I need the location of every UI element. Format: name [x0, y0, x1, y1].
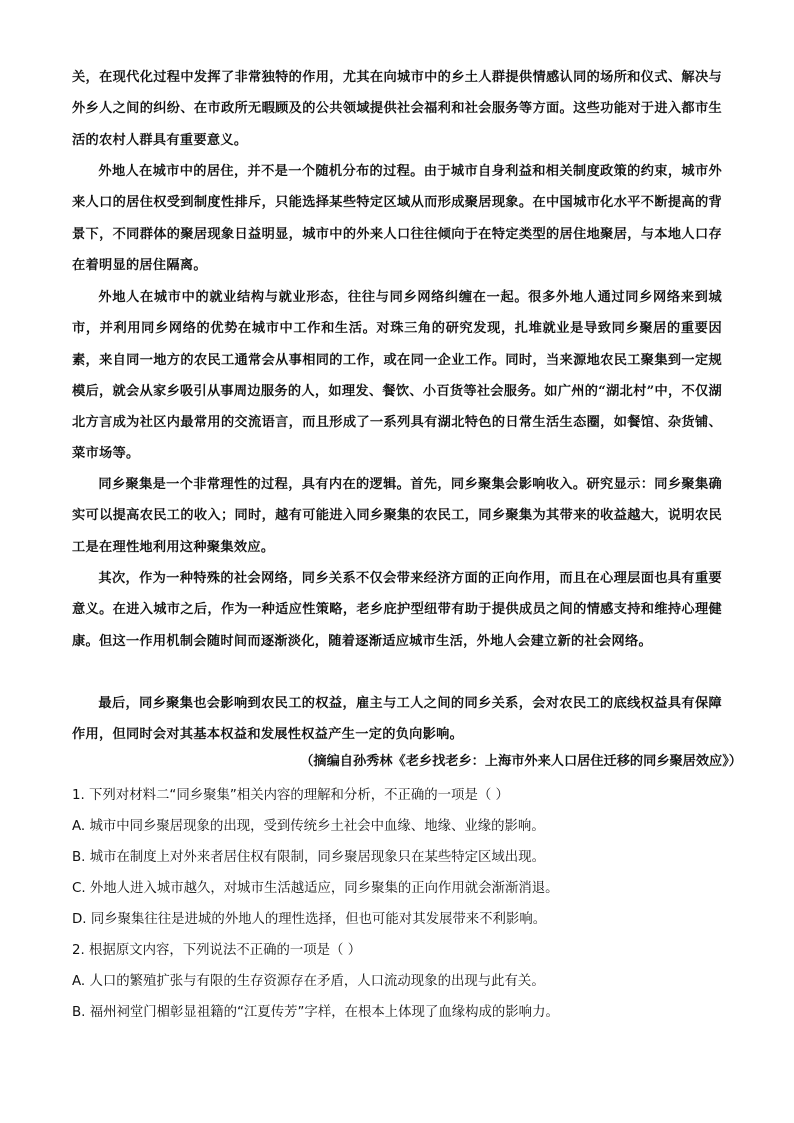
- paragraph-employment: 外地人在城市中的就业结构与就业形态，往往与同乡网络纠缠在一起。很多外地人通过同乡网络来到城市，并利用同乡网络的优势在城市中工作和生活。对珠三角的研究发现，扎堆就业是导致同乡聚居的重要因素，来自同一地方的农民工通常会从事相同的工作，或在同一企业工作。同时，当来源地农民工聚集到一定规模后，就会从家乡吸引从事周边服务的人，如理发、餐饮、小百货等社会服务。如广州的“湖北村”中，不仅湖北方言成为社区内最常用的交流语言，而且形成了一系列具有湖北特色的日常生活生态圈，如餐馆、杂货铺、菜市场等。: [72, 290, 722, 462]
- question-1-option-a: A. 城市中同乡聚居现象的出现，受到传统乡土社会中血缘、地缘、业缘的影响。: [72, 819, 545, 834]
- question-1-option-d: D. 同乡聚集往往是进城的外地人的理性选择，但也可能对其发展带来不利影响。: [72, 912, 547, 927]
- source-citation: （摘编自孙秀林《老乡找老乡：上海市外来人口居住迁移的同乡聚居效应》）: [300, 754, 742, 769]
- question-1-option-c: C. 外地人进入城市越久，对城市生活越适应，同乡聚集的正向作用就会渐渐消退。: [72, 881, 559, 896]
- question-2-option-a: A. 人口的繁殖扩张与有限的生存资源存在矛盾，人口流动现象的出现与此有关。: [72, 974, 545, 989]
- paragraph-continuation: 关，在现代化过程中发挥了非常独特的作用，尤其在向城市中的乡土人群提供情感认同的场所和仪式、解决与外乡人之间的纠纷、在市政所无暇顾及的公共领域提供社会福利和社会服务等方面。这些功能对于进入都市生活的农村人群具有重要意义。: [72, 70, 722, 148]
- question-2-option-b: B. 福州祠堂门楣彰显祖籍的“江夏传芳”字样，在根本上体现了血缘构成的影响力。: [72, 1005, 559, 1020]
- question-2-stem: 2. 根据原文内容，下列说法不正确的一项是（ ）: [72, 943, 362, 958]
- paragraph-residence: 外地人在城市中的居住，并不是一个随机分布的过程。由于城市自身利益和相关制度政策的约束，城市外来人口的居住权受到制度性排斥，只能选择某些特定区域从而形成聚居现象。在中国城市化水平不断提高的背景下，不同群体的聚居现象日益明显，城市中的外来人口往往倾向于在特定类型的居住地聚居，与本地人口存在着明显的居住隔离。: [72, 164, 722, 273]
- paragraph-social-network: 其次，作为一种特殊的社会网络，同乡关系不仅会带来经济方面的正向作用，而且在心理层面也具有重要意义。在进入城市之后，作为一种适应性策略，老乡庇护型纽带有助于提供成员之间的情感支持和维持心理健康。但这一作用机制会随时间而逐渐淡化，随着逐渐适应城市生活，外地人会建立新的社会网络。: [72, 571, 722, 649]
- paragraph-rational-process: 同乡聚集是一个非常理性的过程，具有内在的逻辑。首先，同乡聚集会影响收入。研究显示：同乡聚集确实可以提高农民工的收入；同时，越有可能进入同乡聚集的农民工，同乡聚集为其带来的收益越大，说明农民工是在理性地利用这种聚集效应。: [72, 477, 722, 555]
- paragraph-rights: 最后，同乡聚集也会影响到农民工的权益，雇主与工人之间的同乡关系，会对农民工的底线权益具有保障作用，但同时会对其基本权益和发展性权益产生一定的负向影响。: [72, 696, 722, 743]
- question-1-stem: 1. 下列对材料二“同乡聚集”相关内容的理解和分析，不正确的一项是（ ）: [72, 788, 509, 803]
- question-1-option-b: B. 城市在制度上对外来者居住权有限制，同乡聚居现象只在某些特定区域出现。: [72, 850, 545, 865]
